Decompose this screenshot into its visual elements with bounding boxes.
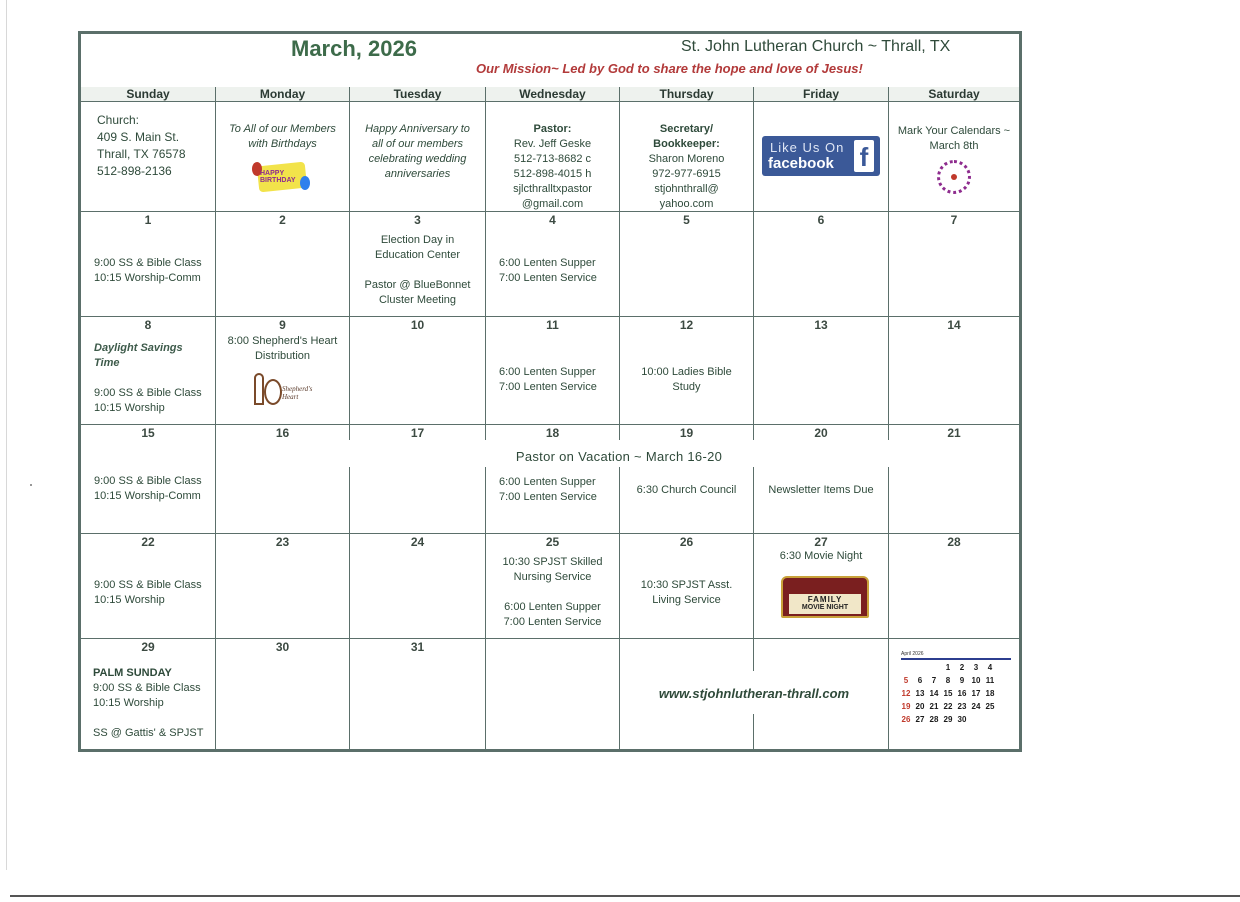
secretary-cell	[620, 102, 753, 211]
day-cell	[486, 212, 619, 316]
mini-day: 27	[915, 715, 925, 724]
mini-day: 21	[929, 702, 939, 711]
pastor-email-domain: @gmail.com	[521, 198, 584, 210]
secretary-title: Secretary/	[659, 123, 714, 135]
day-number: 26	[679, 535, 694, 549]
day-number: 27	[814, 535, 828, 549]
event-text: 9:00 SS & Bible Class	[94, 475, 202, 487]
mini-day: 22	[943, 702, 953, 711]
pastor-home-phone: 512-898-4015 h	[513, 168, 592, 180]
mini-day	[899, 661, 913, 674]
movie-night-sign	[781, 576, 869, 618]
day-cell	[216, 639, 349, 749]
mini-day	[983, 713, 997, 726]
mini-day: 14	[929, 689, 939, 698]
facebook-icon: f	[854, 140, 874, 172]
mini-day: 16	[957, 689, 967, 698]
day-cell	[620, 425, 753, 533]
day-cell	[216, 534, 349, 638]
day-cell	[486, 317, 619, 424]
event-text: 9:00 SS & Bible Class	[94, 257, 202, 269]
weekday-wednesday: Wednesday	[486, 87, 619, 102]
event-text: Election Day in	[380, 234, 455, 246]
day-cell	[81, 212, 215, 316]
day-cell	[620, 534, 753, 638]
day-number: 24	[410, 535, 425, 549]
mini-day: 11	[985, 676, 995, 685]
event-text: 6:00 Lenten Supper	[499, 476, 596, 488]
event-text: Study	[672, 381, 701, 393]
event-text: Pastor @ BlueBonnet	[364, 279, 471, 291]
day-cell	[754, 212, 888, 316]
day-cell	[486, 425, 619, 533]
mini-day: 25	[985, 702, 995, 711]
day-number: 5	[683, 213, 690, 227]
church-address: 409 S. Main St.	[97, 130, 180, 144]
day-number: 4	[549, 213, 556, 227]
mini-calendar-grid	[899, 661, 997, 726]
calendars-cell	[889, 102, 1019, 211]
mini-day: 23	[957, 702, 967, 711]
day-number: 9	[279, 318, 286, 332]
event-text: 10:15 Worship	[94, 594, 165, 606]
mini-day: 8	[945, 676, 951, 685]
day-number: 23	[275, 535, 290, 549]
event-text: 10:15 Worship-Comm	[94, 272, 201, 284]
event-text: Education Center	[375, 249, 460, 261]
event-text: Distribution	[254, 350, 311, 362]
mini-day: 12	[901, 689, 911, 698]
calendars-date: March 8th	[929, 140, 979, 152]
event-text: 6:00 Lenten Supper	[504, 601, 601, 613]
day-number: 20	[814, 426, 828, 440]
mini-day	[913, 661, 927, 674]
day-number: 28	[947, 535, 961, 549]
mini-day: 26	[901, 715, 911, 724]
mini-day: 18	[985, 689, 995, 698]
day-cell	[350, 317, 485, 424]
event-text: Newsletter Items Due	[768, 484, 874, 496]
movie-night-sign-text: FAMILY	[807, 595, 843, 604]
pastor-name: Rev. Jeff Geske	[513, 138, 592, 150]
day-number: 29	[141, 640, 155, 654]
mini-day	[969, 713, 983, 726]
secretary-title: Bookkeeper:	[653, 138, 720, 150]
day-number: 25	[545, 535, 560, 549]
event-text: 7:00 Lenten Service	[503, 616, 602, 628]
mini-day: 3	[973, 663, 979, 672]
facebook-banner[interactable]	[762, 136, 880, 176]
mini-calendar-title: April 2026	[901, 651, 924, 657]
day-number: 30	[275, 640, 290, 654]
day-number: 14	[947, 318, 961, 332]
day-cell	[620, 212, 753, 316]
day-cell	[620, 317, 753, 424]
mini-day: 19	[901, 702, 911, 711]
mini-day: 20	[915, 702, 925, 711]
day-number: 21	[947, 426, 961, 440]
event-text: 7:00 Lenten Service	[499, 491, 597, 503]
secretary-name: Sharon Moreno	[648, 153, 725, 165]
website-link[interactable]: www.stjohnlutheran-thrall.com	[620, 686, 888, 701]
day-cell	[81, 534, 215, 638]
event-text: SS @ Gattis' & SPJST	[93, 727, 204, 739]
event-text: 6:00 Lenten Supper	[499, 366, 596, 378]
scan-edge-bottom	[10, 895, 1240, 897]
event-text: Nursing Service	[513, 571, 592, 583]
day-cell	[350, 639, 485, 749]
day-number: 6	[817, 213, 825, 227]
pastor-title: Pastor:	[533, 123, 572, 135]
birthday-text: with Birthdays	[248, 138, 317, 150]
day-number: 1	[144, 213, 152, 227]
mini-day: 29	[943, 715, 953, 724]
day-cell	[350, 534, 485, 638]
birthday-graphic	[252, 160, 312, 194]
day-cell	[889, 534, 1019, 638]
birthday-cell	[216, 102, 349, 211]
weekday-row	[81, 87, 1019, 101]
church-label: Church:	[97, 113, 140, 127]
facebook-like-text: Like Us On	[770, 140, 845, 155]
day-number: 16	[275, 426, 290, 440]
mini-day: 4	[987, 663, 993, 672]
day-number: 31	[410, 640, 425, 654]
day-cell	[889, 317, 1019, 424]
day-cell	[754, 425, 888, 533]
anniversary-cell	[350, 102, 485, 211]
day-number: 10	[410, 318, 425, 332]
mini-day: 7	[931, 676, 937, 685]
mini-day: 13	[915, 689, 925, 698]
weekday-sunday: Sunday	[81, 87, 215, 102]
weekday-tuesday: Tuesday	[350, 87, 485, 102]
event-text: 6:30 Movie Night	[779, 550, 863, 562]
day-cell	[350, 425, 485, 445]
day-cell	[486, 534, 619, 638]
event-text: 9:00 SS & Bible Class	[93, 682, 201, 694]
church-name: St. John Lutheran Church ~ Thrall, TX	[681, 38, 951, 55]
mini-day: 24	[971, 702, 981, 711]
day-cell	[889, 212, 1019, 316]
mini-day: 1	[945, 663, 951, 672]
day-number: 18	[545, 426, 560, 440]
day-number: 7	[950, 213, 958, 227]
palm-sunday-title: PALM SUNDAY	[93, 667, 172, 679]
day-number: 11	[546, 318, 559, 332]
day-number: 2	[279, 213, 286, 227]
birthday-graphic-text: HAPPY BIRTHDAY	[260, 170, 296, 184]
day-cell	[216, 317, 349, 424]
anniversary-text: anniversaries	[384, 168, 451, 180]
event-text: 8:00 Shepherd's Heart	[227, 335, 338, 347]
mini-day: 9	[959, 676, 965, 685]
day-number: 15	[141, 426, 155, 440]
day-cell	[81, 425, 215, 533]
day-number: 22	[141, 535, 155, 549]
weekday-saturday: Saturday	[889, 87, 1019, 102]
anniversary-text: celebrating wedding	[368, 153, 467, 165]
day-cell	[754, 317, 888, 424]
calendars-text: Mark Your Calendars ~	[897, 125, 1011, 137]
day-number: 19	[679, 426, 694, 440]
facebook-wordmark: facebook	[768, 155, 834, 172]
mini-day: 28	[929, 715, 939, 724]
secretary-email: stjohnthrall@	[654, 183, 719, 195]
event-text: 6:00 Lenten Supper	[499, 257, 596, 269]
shepherds-heart-logo	[250, 371, 320, 415]
church-phone: 512-898-2136	[97, 164, 172, 178]
mini-day: 6	[917, 676, 923, 685]
mini-day: 2	[959, 663, 965, 672]
weekday-thursday: Thursday	[620, 87, 753, 102]
calendar-header	[81, 34, 1019, 89]
day-cell	[81, 317, 215, 424]
scan-edge	[6, 0, 7, 870]
church-city: Thrall, TX 76578	[97, 147, 186, 161]
mini-day	[927, 661, 941, 674]
pastor-cell	[486, 102, 619, 211]
event-text: 10:15 Worship	[94, 402, 165, 414]
day-cell	[350, 212, 485, 316]
scan-speck	[30, 484, 32, 486]
daylight-savings-text: Time	[94, 357, 120, 369]
event-text: 9:00 SS & Bible Class	[94, 579, 202, 591]
mini-day: 15	[943, 689, 953, 698]
day-cell	[81, 639, 215, 749]
mission-statement: Our Mission~ Led by God to share the hope and love of Jesus!	[476, 61, 863, 76]
shepherds-heart-logo-text: Shepherd's Heart	[282, 385, 313, 401]
movie-night-sign-text: MOVIE NIGHT	[801, 604, 849, 611]
event-text: 10:00 Ladies Bible	[641, 366, 732, 378]
weekday-friday: Friday	[754, 87, 888, 102]
event-text: 7:00 Lenten Service	[499, 381, 597, 393]
day-number: 12	[679, 318, 694, 332]
event-text: 10:30 SPJST Skilled	[502, 556, 603, 568]
anniversary-text: Happy Anniversary to	[365, 123, 470, 135]
event-text: 10:30 SPJST Asst.	[640, 579, 733, 591]
birthday-text: To All of our Members	[229, 123, 336, 135]
facebook-cell	[754, 102, 888, 211]
day-cell	[216, 425, 349, 445]
grid-line	[753, 714, 754, 749]
day-number: 17	[410, 426, 425, 440]
day-number: 13	[814, 318, 828, 332]
mini-day: 30	[957, 715, 967, 724]
day-number: 3	[414, 213, 421, 227]
event-text: 7:00 Lenten Service	[499, 272, 597, 284]
event-text: 10:15 Worship-Comm	[94, 490, 201, 502]
mini-day: 5	[903, 676, 909, 685]
pastor-cell-phone: 512-713-8682 c	[513, 153, 592, 165]
event-text: 6:30 Church Council	[636, 484, 737, 496]
day-cell	[889, 425, 1019, 533]
day-number: 8	[144, 318, 152, 332]
mini-day: 17	[971, 689, 981, 698]
daylight-savings-text: Daylight Savings	[94, 342, 183, 354]
pastor-email: sjlcthralltxpastor	[513, 183, 592, 195]
calendar	[78, 31, 1022, 752]
mini-calendar	[889, 639, 1019, 749]
anniversary-text: all of our members	[371, 138, 464, 150]
month-title: March, 2026	[291, 36, 417, 61]
event-text: 9:00 SS & Bible Class	[94, 387, 202, 399]
secretary-phone: 972-977-6915	[652, 168, 721, 180]
event-text: Cluster Meeting	[378, 294, 457, 306]
vacation-banner: Pastor on Vacation ~ March 16-20	[350, 449, 888, 464]
event-text: Living Service	[652, 594, 721, 606]
event-text: 10:15 Worship	[93, 697, 164, 709]
spring-forward-clock-icon	[937, 160, 971, 194]
secretary-email-domain: yahoo.com	[659, 198, 714, 210]
day-cell	[216, 212, 349, 316]
day-cell	[754, 534, 888, 638]
church-info-cell	[81, 102, 215, 211]
weekday-monday: Monday	[216, 87, 349, 102]
mini-day: 10	[971, 676, 981, 685]
